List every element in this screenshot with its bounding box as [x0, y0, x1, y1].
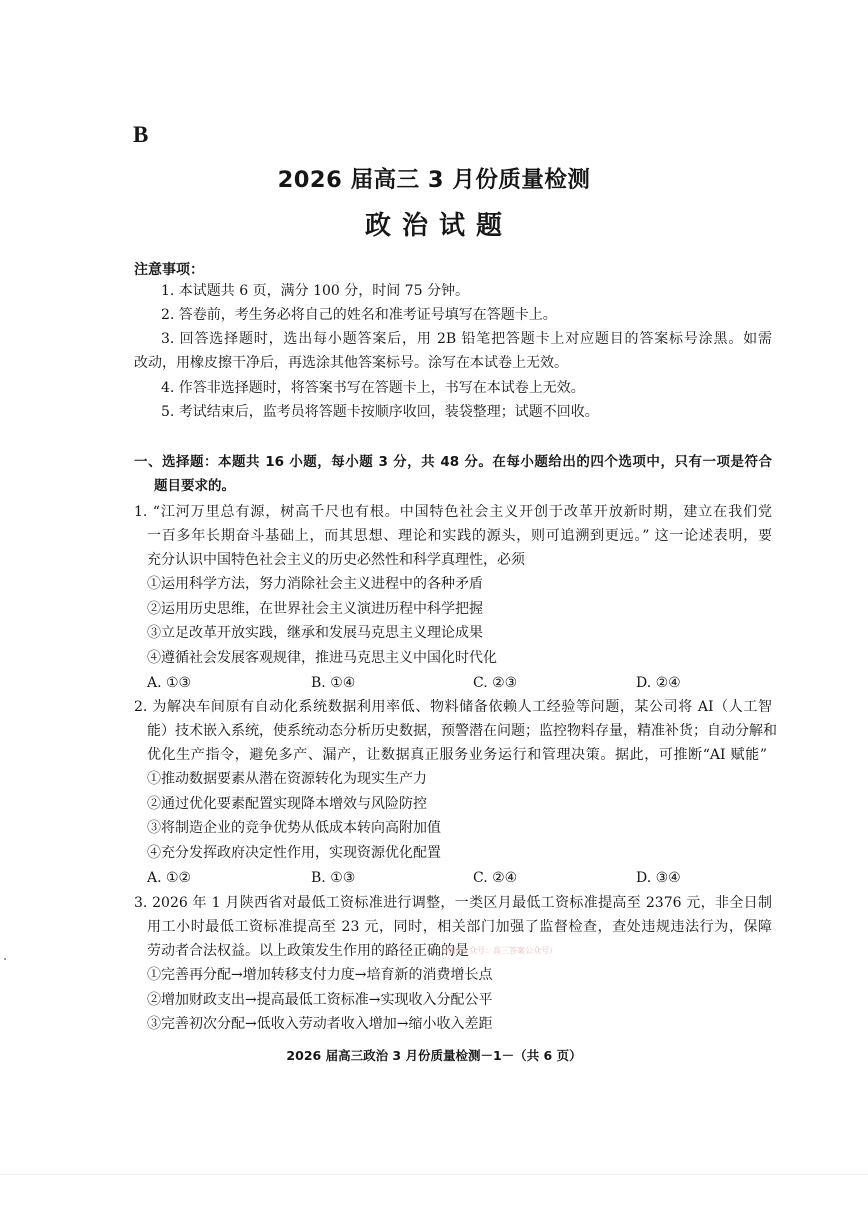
notice-item: 5. 考试结束后，监考员将答题卡按顺序收回，装袋整理；试题不回收。	[161, 404, 599, 420]
question-3-statement: ②增加财政支出→提高最低工资标准→实现收入分配公平	[147, 992, 493, 1008]
watermark: （微信公众号：高三答案公众号）	[437, 946, 557, 955]
question-3-stem: 劳动者合法权益。以上政策发生作用的路径正确的是	[147, 943, 469, 959]
page-footer: 2026 届高三政治 3 月份质量检测－1－（共 6 页）	[286, 1048, 582, 1063]
question-2-stem: 2. 为解决车间原有自动化系统数据利用率低、物料储备依赖人工经验等问题，某公司将 AI（人工智	[134, 699, 772, 715]
question-2-statement: ④充分发挥政府决定性作用，实现资源优化配置	[147, 845, 441, 861]
question-2-option-d[interactable]: D. ③④	[636, 870, 681, 886]
section-heading-cont: 题目要求的。	[154, 478, 235, 494]
scan-speck	[4, 958, 6, 960]
page-bottom-divider	[0, 1174, 868, 1175]
question-2-option-c[interactable]: C. ②④	[473, 870, 518, 886]
notice-item: 1. 本试题共 6 页，满分 100 分，时间 75 分钟。	[161, 283, 469, 299]
question-1-option-a[interactable]: A. ①③	[147, 675, 192, 691]
question-1-option-c[interactable]: C. ②③	[473, 675, 518, 691]
question-2-option-a[interactable]: A. ①②	[147, 870, 192, 886]
question-2-statement: ①推动数据要素从潜在资源转化为现实生产力	[147, 771, 427, 787]
question-1-stem: 充分认识中国特色社会主义的历史必然性和科学真理性，必须	[147, 552, 525, 568]
subject-title: 政治试题	[364, 211, 513, 241]
question-3-statement: ①完善再分配→增加转移支付力度→培育新的消费增长点	[147, 967, 493, 983]
question-3-stem: 用工小时最低工资标准提高至 23 元，同时，相关部门加强了监督检查，查处违规违法行为，保障	[147, 919, 772, 935]
question-1-stem: 1. “江河万里总有源，树高千尺也有根。中国特色社会主义开创于改革开放新时期，建立在我们党	[134, 504, 772, 520]
notice-heading: 注意事项：	[134, 262, 204, 278]
question-3-statement: ③完善初次分配→低收入劳动者收入增加→缩小收入差距	[147, 1016, 493, 1032]
question-3-stem: 3. 2026 年 1 月陕西省对最低工资标准进行调整，一类区月最低工资标准提高至 2376 元，非全日制	[134, 895, 772, 911]
question-1-option-d[interactable]: D. ②④	[636, 675, 681, 691]
notice-item: 改动，用橡皮擦干净后，再选涂其他答案标号。涂写在本试卷上无效。	[134, 355, 568, 371]
question-2-statement: ②通过优化要素配置实现降本增效与风险防控	[147, 796, 427, 812]
question-1-statement: ④遵循社会发展客观规律，推进马克思主义中国化时代化	[147, 650, 497, 666]
notice-item: 3. 回答选择题时，选出每小题答案后，用 2B 铅笔把答题卡上对应题目的答案标号涂黑。如需	[161, 331, 772, 347]
notice-item: 2. 答卷前，考生务必将自己的姓名和准考证号填写在答题卡上。	[161, 307, 557, 323]
question-1-statement: ②运用历史思维，在世界社会主义演进历程中科学把握	[147, 601, 483, 617]
notice-item: 4. 作答非选择题时，将答案书写在答题卡上，书写在本试卷上无效。	[161, 380, 585, 396]
question-1-option-b[interactable]: B. ①④	[311, 675, 356, 691]
paper-version-mark: B	[133, 122, 149, 147]
question-1-stem: 一百多年长期奋斗基础上，而其思想、理论和实践的源头，则可追溯到更远。” 这一论述表明，要	[147, 528, 772, 544]
question-2-stem: 能）技术嵌入系统，使系统动态分析历史数据，预警潜在问题；监控物料存量，精准补货；自动分解和	[147, 723, 777, 739]
exam-title: 2026 届高三 3 月份质量检测	[277, 167, 591, 193]
question-2-statement: ③将制造企业的竞争优势从低成本转向高附加值	[147, 820, 441, 836]
question-1-statement: ③立足改革开放实践，继承和发展马克思主义理论成果	[147, 625, 483, 641]
question-2-option-b[interactable]: B. ①③	[311, 870, 356, 886]
question-2-stem: 优化生产指令，避免多产、漏产，让数据真正服务业务运行和管理决策。据此，可推断“AI 赋能”	[147, 747, 767, 763]
section-heading: 一、选择题：本题共 16 小题，每小题 3 分，共 48 分。在每小题给出的四个选项中，只有一项是符合	[134, 454, 772, 470]
question-1-statement: ①运用科学方法，努力消除社会主义进程中的各种矛盾	[147, 576, 483, 592]
